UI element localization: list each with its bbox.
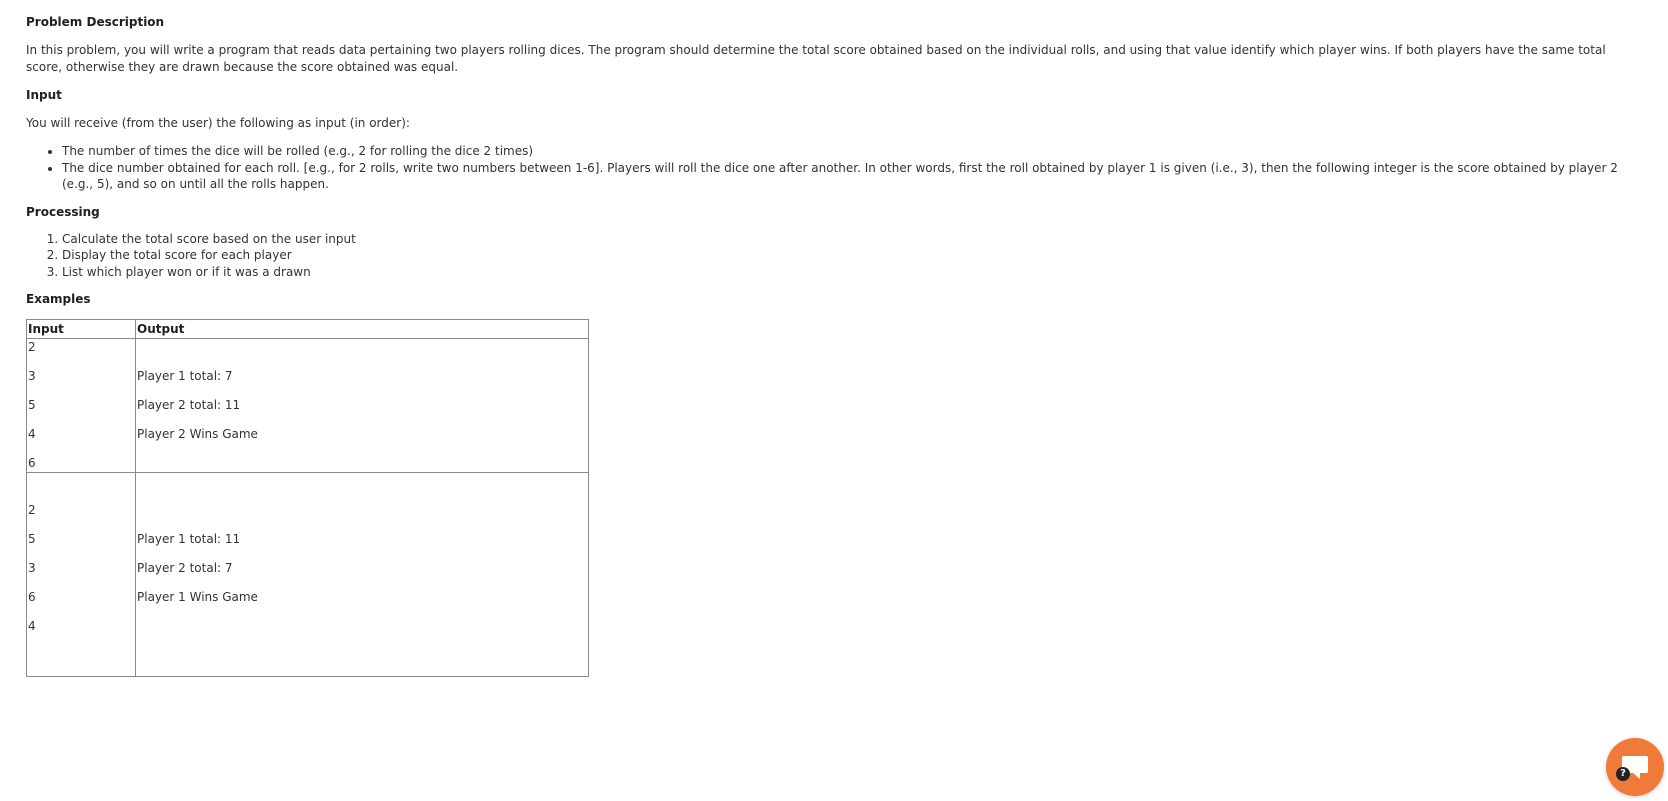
problem-description-text: In this problem, you will write a program that reads data pertaining two players rolling dices. The program should determine the total score obtained based on the individual rolls, and using that value identify which player wins. If both players have the same total score, otherwise they are drawn because the score obtained was equal.	[26, 43, 1606, 74]
input-value: 6	[28, 456, 36, 470]
input-value: 5	[28, 532, 36, 546]
processing-list-item: 1. Calculate the total score based on the user input	[62, 231, 1642, 248]
input-list-item: • The number of times the dice will be rolled (e.g., 2 for rolling the dice 2 times)	[62, 143, 1642, 160]
processing-list-item: 2. Display the total score for each player	[62, 247, 1642, 264]
input-value: 6	[28, 590, 36, 604]
output-value: Player 2 Wins Game	[137, 427, 258, 441]
examples-table	[26, 319, 589, 677]
processing-list	[26, 231, 1642, 281]
output-value: Player 2 total: 11	[137, 398, 241, 412]
input-value: 2	[28, 340, 36, 354]
input-list	[26, 143, 1642, 193]
cell-spacer	[137, 473, 587, 502]
example-row	[27, 339, 589, 473]
output-value: Player 1 total: 7	[137, 369, 233, 383]
output-value	[137, 502, 587, 531]
input-list-item: • The dice number obtained for each roll. [e.g., for 2 rolls, write two numbers between 1-6]. Players will roll the dice one after another. In other words, first the roll obtained by player 1 is given (i.e., 3), then the following integer is the score obtained by player 2 (e.g., 5), and so on until all the rolls happen.	[62, 160, 1642, 193]
chat-button[interactable]	[1606, 738, 1664, 796]
processing-list-item: 3. List which player won or if it was a drawn	[62, 264, 1642, 281]
example-1-input-cell	[27, 339, 136, 473]
input-value: 3	[28, 369, 36, 383]
cell-spacer	[28, 647, 134, 676]
input-value: 5	[28, 398, 36, 412]
examples-heading: Examples	[26, 292, 91, 306]
processing-heading: Processing	[26, 204, 100, 219]
input-value: 3	[28, 561, 36, 575]
output-value: Player 1 total: 11	[137, 532, 241, 546]
example-2-input-cell	[27, 473, 136, 677]
output-value: Player 2 total: 7	[137, 561, 233, 575]
input-value: 4	[28, 619, 36, 633]
cell-spacer	[28, 473, 134, 502]
example-row	[27, 473, 589, 677]
input-value: 2	[28, 503, 36, 517]
output-value	[137, 339, 587, 368]
problem-description-heading: Problem Description	[26, 15, 165, 29]
input-intro-text: You will receive (from the user) the following as input (in order):	[26, 116, 410, 130]
input-heading: Input	[26, 88, 62, 102]
example-1-output-cell	[136, 339, 589, 473]
help-badge-icon[interactable]: ?	[1616, 767, 1630, 781]
output-column-header: Output	[136, 320, 589, 339]
input-value: 4	[28, 427, 36, 441]
example-2-output-cell	[136, 473, 589, 677]
output-value: Player 1 Wins Game	[137, 590, 258, 604]
input-column-header: Input	[27, 320, 136, 339]
examples-header-row	[27, 320, 589, 339]
